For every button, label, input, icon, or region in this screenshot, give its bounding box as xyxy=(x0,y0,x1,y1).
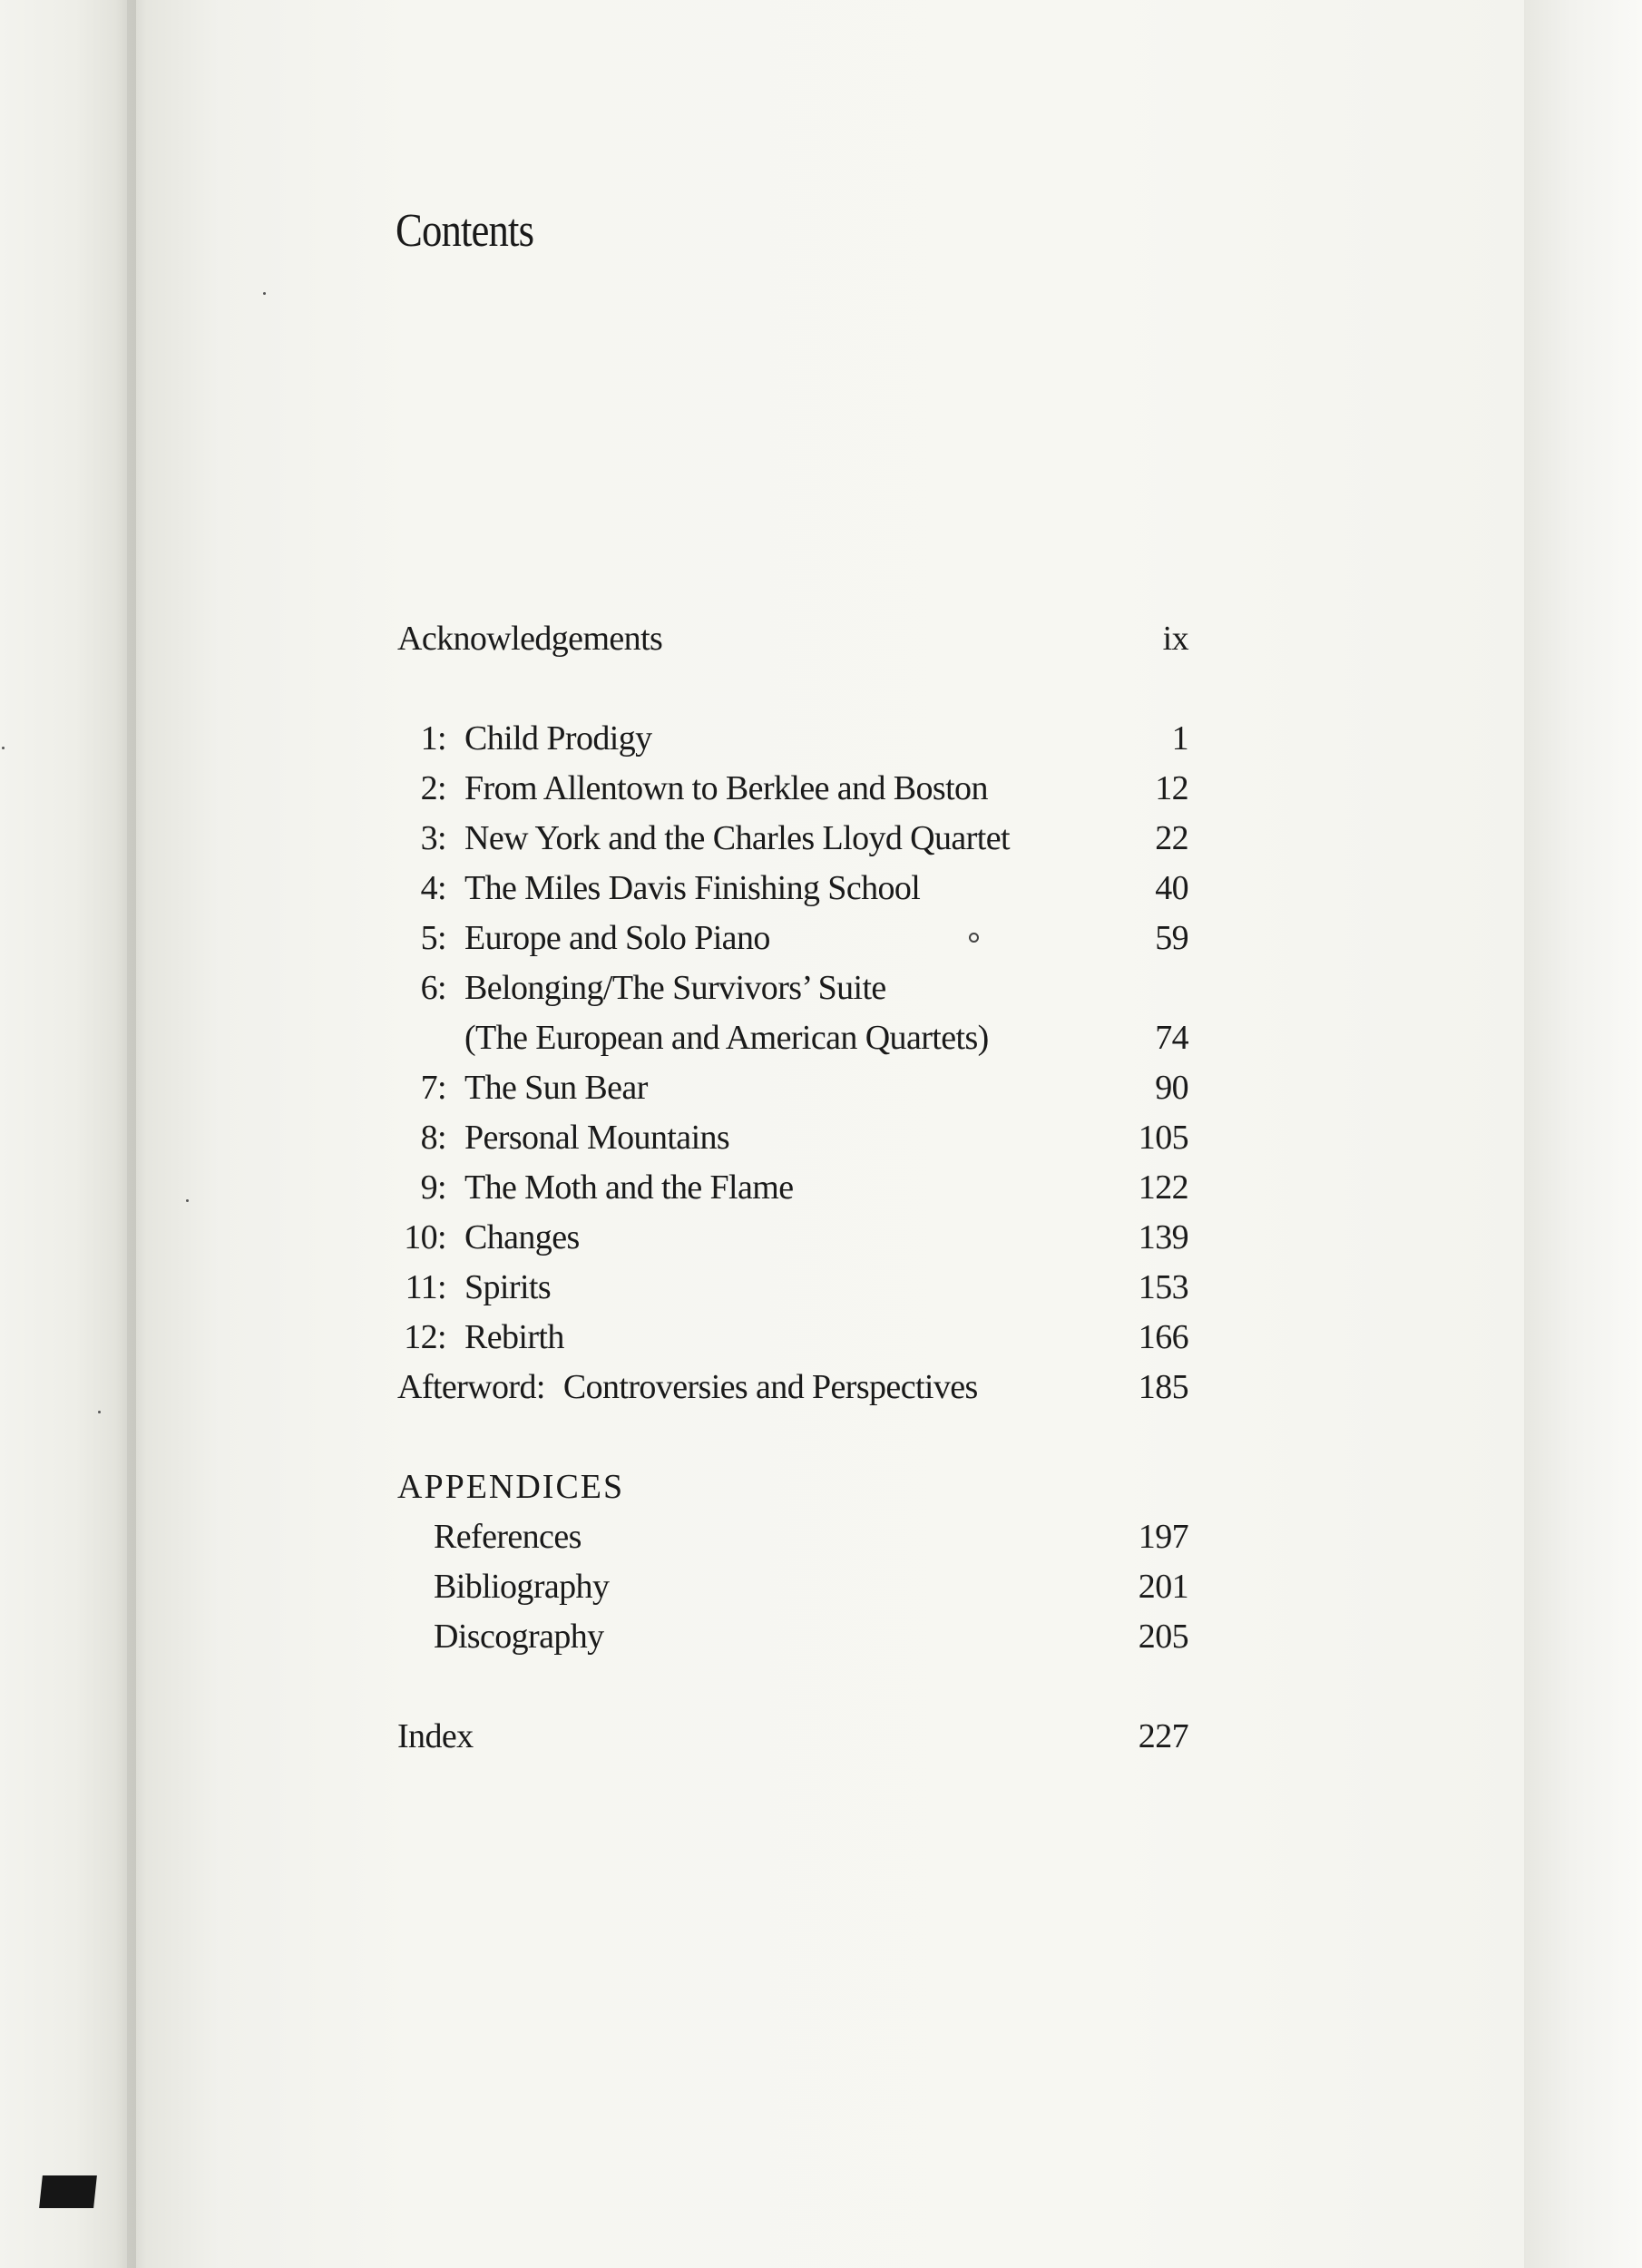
appendix-title: References xyxy=(434,1518,582,1556)
chapter-title: From Allentown to Berklee and Boston xyxy=(464,769,988,807)
toc-chapter-12[interactable] xyxy=(0,1315,1188,1360)
toc-entry-label: Index xyxy=(397,1717,474,1755)
toc-page-number: 153 xyxy=(1138,1268,1188,1306)
toc-chapter-4[interactable] xyxy=(0,865,1188,911)
toc-page-number: 1 xyxy=(1171,719,1188,758)
toc-page-number: 201 xyxy=(1138,1568,1188,1606)
toc-chapter-1[interactable] xyxy=(0,716,1188,761)
toc-appendix-bibliography[interactable] xyxy=(0,1564,1188,1609)
toc-page-number: 90 xyxy=(1155,1069,1188,1107)
afterword-prefix: Afterword: xyxy=(397,1368,545,1406)
chapter-number: 7: xyxy=(420,1069,446,1107)
toc-chapter-10[interactable] xyxy=(0,1215,1188,1260)
toc-page-number: ix xyxy=(1162,620,1188,658)
chapter-number: 10: xyxy=(404,1218,446,1256)
toc-page-number: 205 xyxy=(1138,1618,1188,1656)
toc-page-number: 139 xyxy=(1138,1218,1188,1256)
chapter-number: 9: xyxy=(420,1168,446,1207)
toc-chapter-6[interactable] xyxy=(0,965,1188,1011)
appendices-heading xyxy=(0,1464,1188,1510)
toc-page-number: 40 xyxy=(1155,869,1188,907)
toc-chapter-9[interactable] xyxy=(0,1165,1188,1210)
toc-page-number: 122 xyxy=(1138,1168,1188,1207)
afterword-title: Controversies and Perspectives xyxy=(562,1368,978,1406)
chapter-title: Belonging/The Survivors’ Suite xyxy=(464,969,886,1007)
chapter-number: 1: xyxy=(420,719,446,758)
paper-speck xyxy=(263,292,266,295)
toc-chapter-6-continued[interactable] xyxy=(0,1015,1188,1061)
toc-chapter-2[interactable] xyxy=(0,766,1188,811)
toc-page-number: 12 xyxy=(1155,769,1188,807)
chapter-number: 2: xyxy=(420,769,446,807)
chapter-title: Child Prodigy xyxy=(464,719,652,758)
chapter-number: 5: xyxy=(420,919,446,957)
toc-index[interactable] xyxy=(0,1714,1188,1759)
toc-chapter-11[interactable] xyxy=(0,1265,1188,1310)
chapter-title: New York and the Charles Lloyd Quartet xyxy=(464,819,1010,857)
toc-page-number: 74 xyxy=(1155,1019,1188,1057)
chapter-number: 6: xyxy=(420,969,446,1007)
appendix-title: Discography xyxy=(434,1618,604,1656)
toc-afterword[interactable] xyxy=(0,1364,1188,1410)
toc-page-number: 227 xyxy=(1138,1717,1188,1755)
page-title: Contents xyxy=(396,205,534,257)
paper-speck xyxy=(98,1411,101,1413)
chapter-number: 3: xyxy=(420,819,446,857)
chapter-title: The Miles Davis Finishing School xyxy=(464,869,921,907)
chapter-number: 12: xyxy=(404,1318,446,1356)
toc-page-number: 185 xyxy=(1138,1368,1188,1406)
appendix-title: Bibliography xyxy=(434,1568,610,1606)
toc-acknowledgements[interactable] xyxy=(0,616,1188,661)
chapter-subtitle: (The European and American Quartets) xyxy=(464,1019,989,1057)
toc-page-number: 105 xyxy=(1138,1119,1188,1157)
appendices-heading-label: APPENDICES xyxy=(397,1468,625,1506)
page-edge xyxy=(1524,0,1642,2268)
afterword-entry xyxy=(397,1364,978,1410)
toc-entry-label: Acknowledgements xyxy=(397,620,663,658)
chapter-number: 4: xyxy=(420,869,446,907)
toc-page-number: 166 xyxy=(1138,1318,1188,1356)
chapter-number: 8: xyxy=(420,1119,446,1157)
toc-appendix-references[interactable] xyxy=(0,1514,1188,1559)
chapter-title: Personal Mountains xyxy=(464,1119,730,1157)
toc-page-number: 59 xyxy=(1155,919,1188,957)
chapter-number: 11: xyxy=(405,1268,446,1306)
chapter-title: Changes xyxy=(464,1218,580,1256)
book-binding xyxy=(39,2175,97,2208)
chapter-title: The Moth and the Flame xyxy=(464,1168,794,1207)
toc-page-number: 22 xyxy=(1155,819,1188,857)
toc-chapter-8[interactable] xyxy=(0,1115,1188,1160)
toc-chapter-5[interactable] xyxy=(0,915,1188,961)
chapter-title: Spirits xyxy=(464,1268,552,1306)
toc-appendix-discography[interactable] xyxy=(0,1614,1188,1659)
toc-page-number: 197 xyxy=(1138,1518,1188,1556)
chapter-title: The Sun Bear xyxy=(464,1069,648,1107)
toc-chapter-7[interactable] xyxy=(0,1065,1188,1110)
chapter-title: Europe and Solo Piano xyxy=(464,919,770,957)
toc-chapter-3[interactable] xyxy=(0,816,1188,861)
chapter-title: Rebirth xyxy=(464,1318,564,1356)
